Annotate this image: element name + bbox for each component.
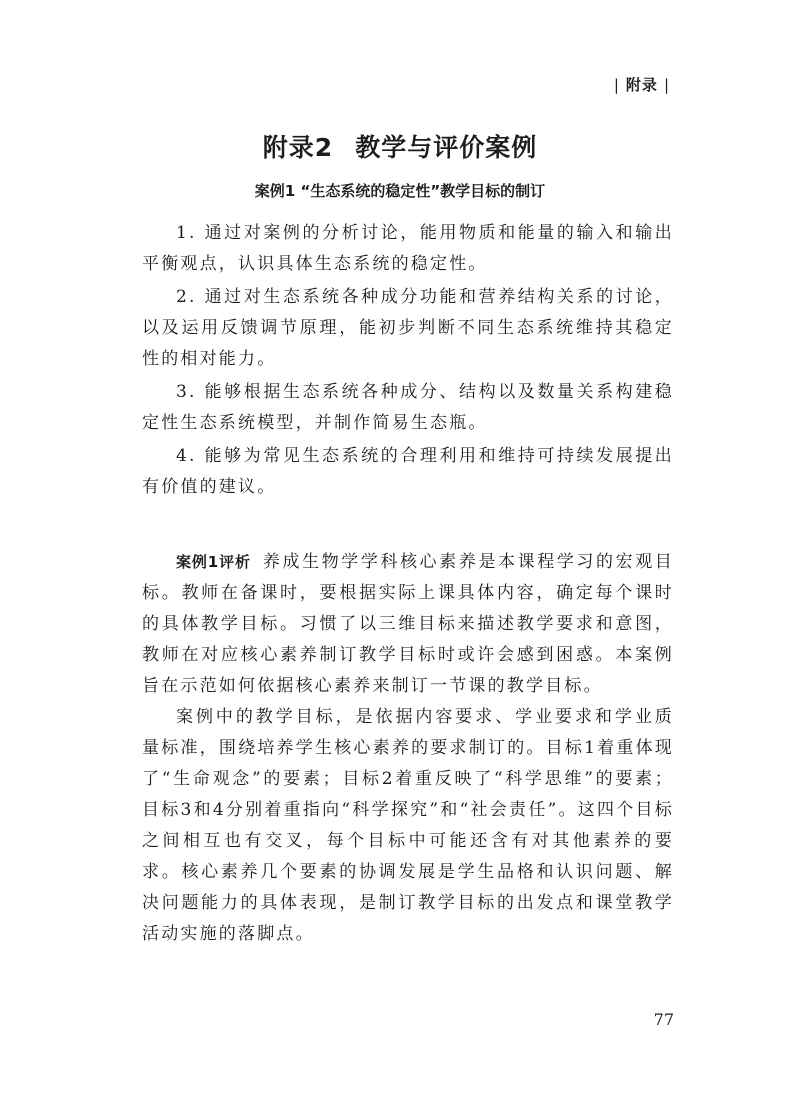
analysis-paragraph-2: 案例中的教学目标，是依据内容要求、学业要求和学业质量标准，围绕培养学生核心素养的要求制订的。目标1着重体现了“生命观念”的要素；目标2着重反映了“科学思维”的要素；目标3和4分别着重指向“科学探究”和“社会责任”。这四个目标之间相互也有交叉，每个目标中可能还含有对其他素养的要求。核心素养几个要素的协调发展是学生品格和认识问题、解决问题能力的具体表现，是制订教学目标的出发点和课堂教学活动实施的落脚点。: [142, 707, 674, 944]
page-number: 77: [653, 1010, 674, 1029]
objective-1: 1. 通过对案例的分析讨论，能用物质和能量的输入和输出平衡观点，认识具体生态系统的稳定性。: [142, 223, 674, 274]
title-label: 附录2: [262, 133, 334, 162]
objective-2: 2. 通过对生态系统各种成分功能和营养结构关系的讨论，以及运用反馈调节原理，能初步判断不同生态系统维持其稳定性的相对能力。: [142, 287, 674, 369]
analysis-label: 案例1评析: [176, 553, 251, 571]
title-text: 教学与评价案例: [355, 133, 538, 162]
running-head-separator-left: |: [613, 76, 620, 94]
analysis-paragraph-1: [142, 547, 674, 702]
running-head-separator-right: |: [663, 76, 670, 94]
objective-4: 4. 能够为常见生态系统的合理利用和维持可持续发展提出有价值的建议。: [142, 446, 674, 497]
main-content: [142, 218, 674, 950]
objective-3: 3. 能够根据生态系统各种成分、结构以及数量关系构建稳定性生态系统模型，并制作简易生态瓶。: [142, 382, 674, 433]
analysis-text-1: 养成生物学学科核心素养是本课程学习的宏观目标。教师在备课时，要根据实际上课具体内容，确定每个课时的具体教学目标。习惯了以三维目标来描述教学要求和意图，教师在对应核心素养制订教学目标时或许会感到困惑。本案例旨在示范如何依据核心素养来制订一节课的教学目标。: [142, 552, 675, 696]
running-head: [608, 74, 676, 95]
case-heading: 案例1 “生态系统的稳定性”教学目标的制订: [254, 182, 546, 200]
running-head-label: 附录: [625, 76, 658, 94]
page-title: [0, 128, 800, 164]
